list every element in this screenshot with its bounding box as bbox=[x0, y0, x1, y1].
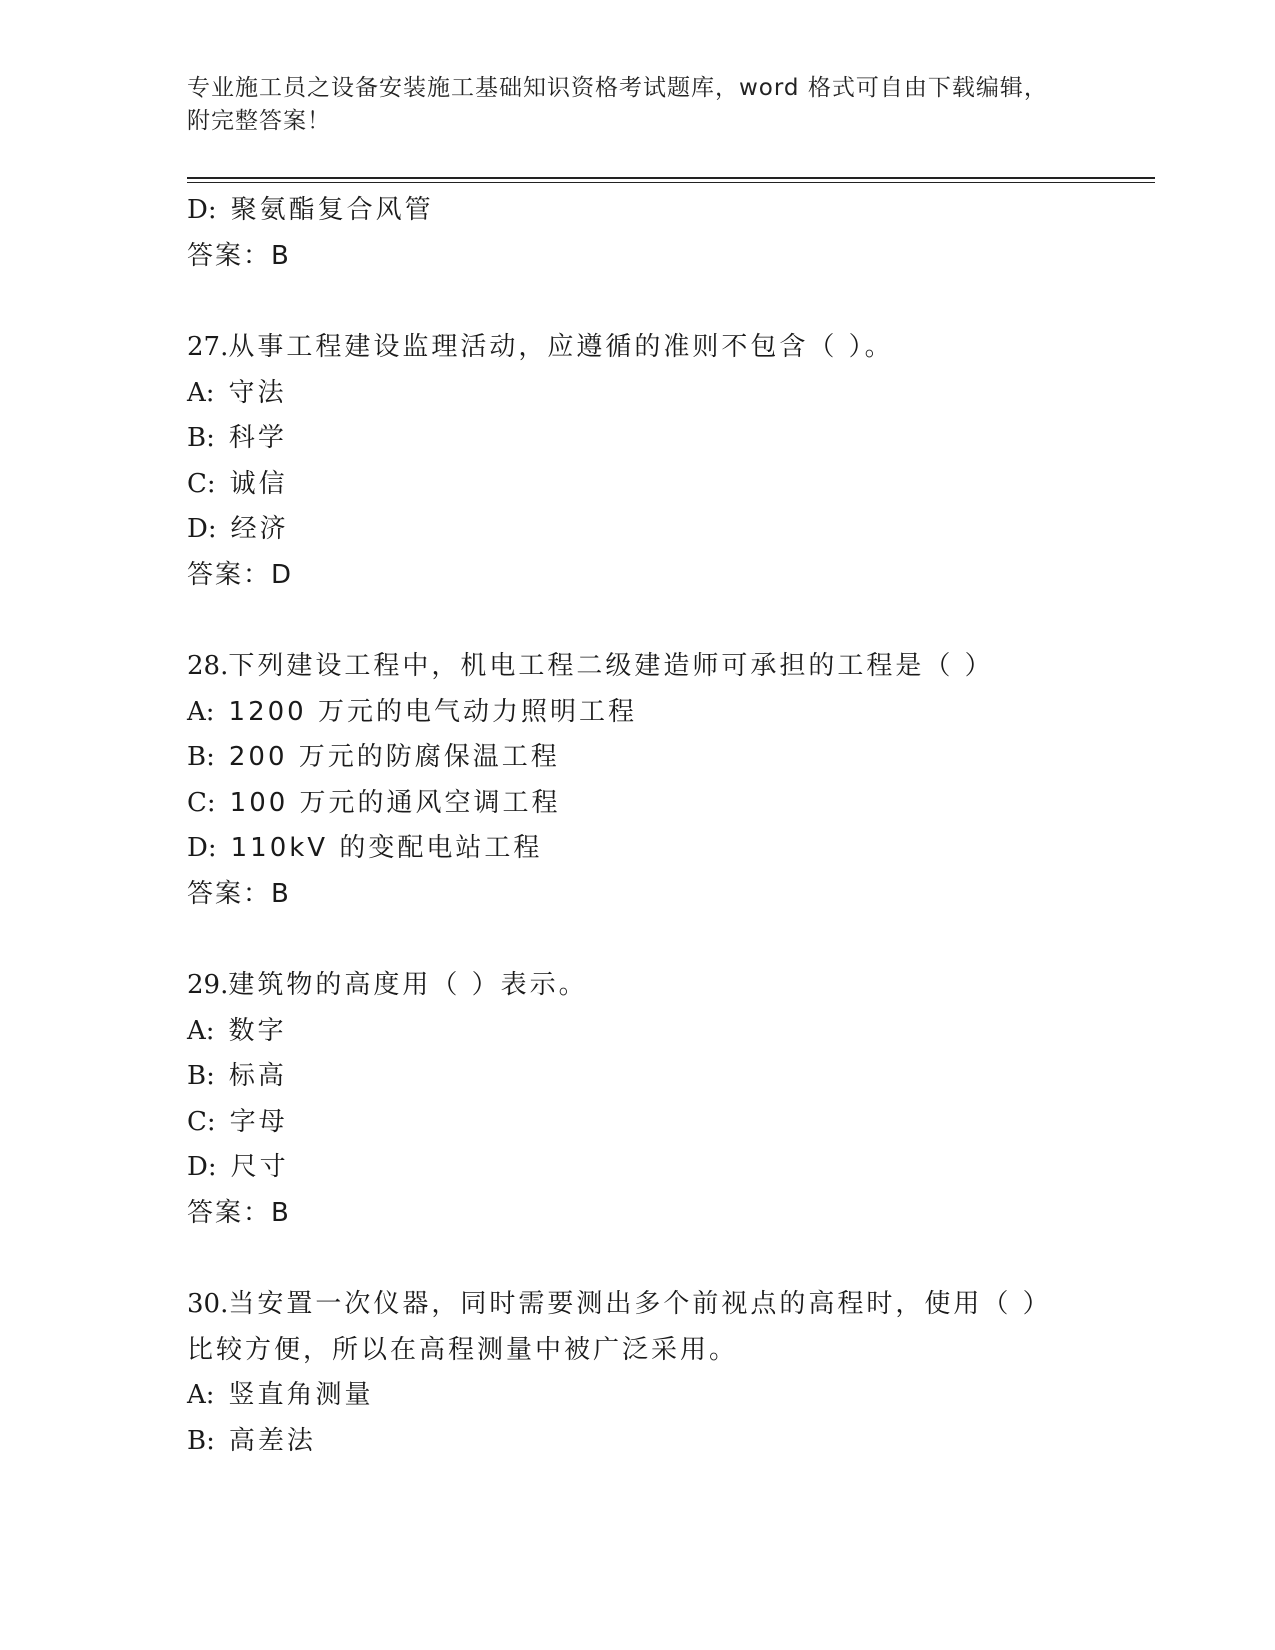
option-text: 数字 bbox=[228, 1015, 287, 1046]
question-spacer bbox=[187, 279, 1067, 325]
option-text: 守法 bbox=[228, 377, 287, 408]
header-line-1: 专业施工员之设备安装施工基础知识资格考试题库，word 格式可自由下载编辑， bbox=[187, 75, 1048, 101]
question-stem bbox=[187, 325, 1067, 371]
option-letter: C: bbox=[187, 1106, 216, 1137]
option-text: 110kV 的变配电站工程 bbox=[230, 833, 543, 863]
question-spacer bbox=[187, 917, 1067, 963]
option-row bbox=[187, 781, 1067, 827]
option-text: 聚氨酯复合风管 bbox=[230, 195, 434, 225]
option-row bbox=[187, 1009, 1067, 1055]
option-letter: D: bbox=[187, 1152, 217, 1182]
option-letter: A: bbox=[187, 696, 215, 727]
question-number: 27. bbox=[187, 332, 229, 362]
answer-line: 答案：B bbox=[187, 1197, 291, 1228]
option-text: 高差法 bbox=[228, 1425, 316, 1456]
option-row bbox=[187, 1145, 1067, 1191]
option-letter: C: bbox=[187, 468, 216, 499]
question-text: 当安置一次仪器，同时需要测出多个前视点的高程时，使用（ ） bbox=[228, 1289, 1052, 1319]
option-row bbox=[187, 826, 1067, 872]
question-stem bbox=[187, 644, 1067, 690]
option-row bbox=[187, 735, 1067, 781]
option-row bbox=[187, 1373, 1067, 1419]
question-number: 28. bbox=[187, 651, 229, 681]
option-text: 诚信 bbox=[229, 468, 288, 499]
option-letter: B: bbox=[187, 423, 215, 453]
option-letter: C: bbox=[187, 787, 216, 818]
option-row bbox=[187, 1100, 1067, 1146]
question-list bbox=[187, 188, 1067, 1464]
answer-line: 答案：B bbox=[187, 878, 291, 909]
option-text: 100 万元的通风空调工程 bbox=[229, 787, 561, 818]
question-number: 30. bbox=[187, 1289, 229, 1319]
option-row bbox=[187, 1419, 1067, 1465]
option-letter: A: bbox=[187, 377, 215, 408]
option-letter: B: bbox=[187, 1061, 215, 1091]
answer-line: 答案：D bbox=[187, 559, 294, 590]
option-row bbox=[187, 1054, 1067, 1100]
option-text: 字母 bbox=[229, 1106, 288, 1137]
option-text: 经济 bbox=[230, 514, 289, 544]
question-spacer bbox=[187, 598, 1067, 644]
option-letter: D: bbox=[187, 833, 217, 863]
option-letter: D: bbox=[187, 514, 217, 544]
question-stem-continued: 比较方便，所以在高程测量中被广泛采用。 bbox=[187, 1334, 739, 1365]
option-letter: B: bbox=[187, 1425, 215, 1456]
option-text: 1200 万元的电气动力照明工程 bbox=[228, 696, 637, 727]
option-text: 标高 bbox=[228, 1061, 287, 1091]
answer-line: 答案：B bbox=[187, 240, 291, 271]
option-row bbox=[187, 371, 1067, 417]
option-row bbox=[187, 507, 1067, 553]
option-text: 科学 bbox=[228, 423, 287, 453]
option-letter: B: bbox=[187, 742, 215, 772]
option-text: 竖直角测量 bbox=[228, 1380, 374, 1410]
option-text: 200 万元的防腐保温工程 bbox=[228, 742, 560, 772]
header-line-2: 附完整答案！ bbox=[187, 108, 331, 134]
header-divider-thin bbox=[187, 182, 1155, 183]
question-text: 建筑物的高度用（ ）表示。 bbox=[228, 970, 588, 1000]
question-text: 从事工程建设监理活动，应遵循的准则不包含（ ）。 bbox=[228, 332, 894, 362]
option-row bbox=[187, 690, 1067, 736]
option-letter: A: bbox=[187, 1015, 215, 1046]
option-row bbox=[187, 462, 1067, 508]
option-letter: D: bbox=[187, 195, 217, 225]
question-stem bbox=[187, 963, 1067, 1009]
question-spacer bbox=[187, 1236, 1067, 1282]
header-divider-thick bbox=[187, 177, 1155, 179]
option-text: 尺寸 bbox=[230, 1152, 289, 1182]
option-row bbox=[187, 416, 1067, 462]
document-header bbox=[187, 72, 1067, 138]
question-stem bbox=[187, 1282, 1067, 1328]
option-row bbox=[187, 188, 1067, 234]
option-letter: A: bbox=[187, 1380, 215, 1410]
question-number: 29. bbox=[187, 970, 229, 1000]
question-text: 下列建设工程中，机电工程二级建造师可承担的工程是（ ） bbox=[228, 651, 994, 681]
